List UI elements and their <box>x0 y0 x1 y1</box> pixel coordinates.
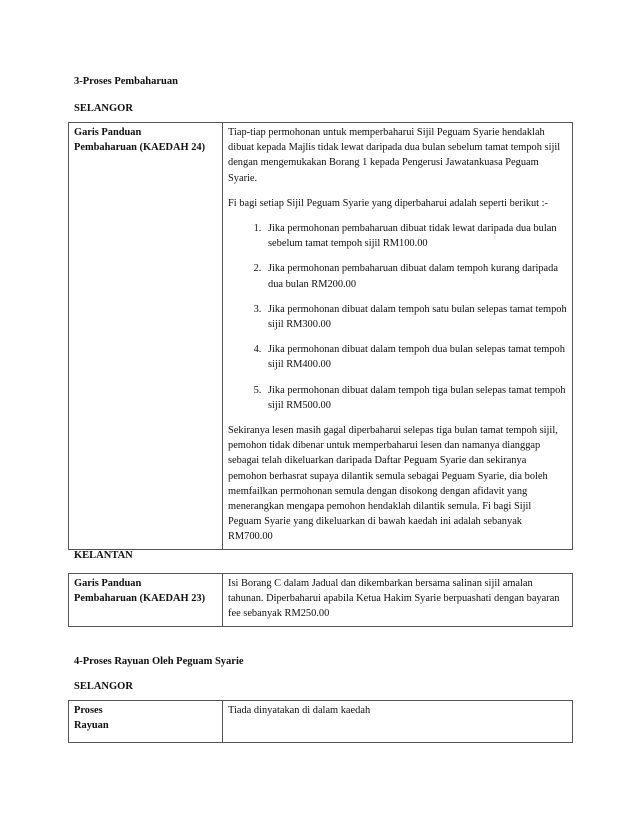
fee-list-item: 2. Jika permohonan pembaharuan dibuat dalam tempoh kurang daripada dua bulan RM200.00 <box>264 261 567 291</box>
appeal-content-cell <box>223 701 573 743</box>
section-title-renewal: 3-Proses Pembaharuan <box>74 76 178 87</box>
guideline-label-cell <box>69 574 223 627</box>
fee-list-item: 3. Jika permohonan dibuat dalam tempoh satu bulan selepas tamat tempoh sijil RM300.00 <box>264 302 567 332</box>
renewal-table-kelantan <box>68 573 573 627</box>
guideline-label-line1: Garis Panduan <box>74 127 142 138</box>
appeal-label-line2: Rayuan <box>74 720 109 732</box>
guideline-label-line1: Garis Panduan <box>74 578 142 589</box>
renewal-closing-text: Sekiranya lesen masih gagal diperbaharui selepas tiga bulan tamat tempoh sijil, pemohon tidak dibenar untuk memperbaharui lesen dan namanya dianggap sebagai telah dikeluarkan daripada Daftar Peguam Syarie dan sekiranya pemohon berhasrat supaya dilantik semula sebagai Peguam Syarie, dia boleh memfailkan permohonan semula dengan disokong dengan afidavit yang menerangkan mengapa pemohon hendaklah dilantik semula. Fi bagi Sijil Peguam Syarie yang dikeluarkan di bawah kaedah ini adalah sebanyak RM700.00 <box>228 425 558 543</box>
section-title-appeal: 4-Proses Rayuan Oleh Peguam Syarie <box>74 656 244 667</box>
state-heading-selangor-appeal: SELANGOR <box>74 681 133 692</box>
fee-list-item: 5. Jika permohonan dibuat dalam tempoh tiga bulan selepas tamat tempoh sijil RM500.00 <box>264 383 567 413</box>
appeal-label-line1: Proses <box>74 705 103 716</box>
appeal-text: Tiada dinyatakan di dalam kaedah <box>228 705 371 716</box>
fee-list <box>228 221 567 413</box>
guideline-label-line2: Pembaharuan (KAEDAH 23) <box>74 593 206 605</box>
appeal-label-cell <box>69 701 223 743</box>
renewal-intro-text: Tiap-tiap permohonan untuk memperbaharui Sijil Peguam Syarie hendaklah dibuat kepada Majlis tidak lewat daripada dua bulan sebelum tamat tempoh sijil dengan mengemukakan Borang 1 kepada Pengerusi Jawatankuasa Peguam Syarie. <box>228 127 561 184</box>
guideline-content-cell <box>223 123 573 550</box>
state-heading-kelantan: KELANTAN <box>74 550 133 561</box>
state-heading-selangor: SELANGOR <box>74 103 133 114</box>
fee-list-item: 4. Jika permohonan dibuat dalam tempoh dua bulan selepas tamat tempoh sijil RM400.00 <box>264 342 567 372</box>
fee-list-item: 1. Jika permohonan pembaharuan dibuat tidak lewat daripada dua bulan sebelum tamat tempoh sijil RM100.00 <box>264 221 567 251</box>
guideline-content-cell <box>223 574 573 627</box>
guideline-label-line2: Pembaharuan (KAEDAH 24) <box>74 142 206 154</box>
fees-intro-text: Fi bagi setiap Sijil Peguam Syarie yang diperbaharui adalah seperti berikut :- <box>228 197 549 209</box>
guideline-label-cell <box>69 123 223 550</box>
kelantan-renewal-text: Isi Borang C dalam Jadual dan dikembarkan bersama salinan sijil amalan tahunan. Diperbaharui apabila Ketua Hakim Syarie berpuashati dengan bayaran fee sebanyak RM250.00 <box>228 578 560 620</box>
appeal-table-selangor <box>68 700 573 743</box>
renewal-table-selangor <box>68 122 573 550</box>
